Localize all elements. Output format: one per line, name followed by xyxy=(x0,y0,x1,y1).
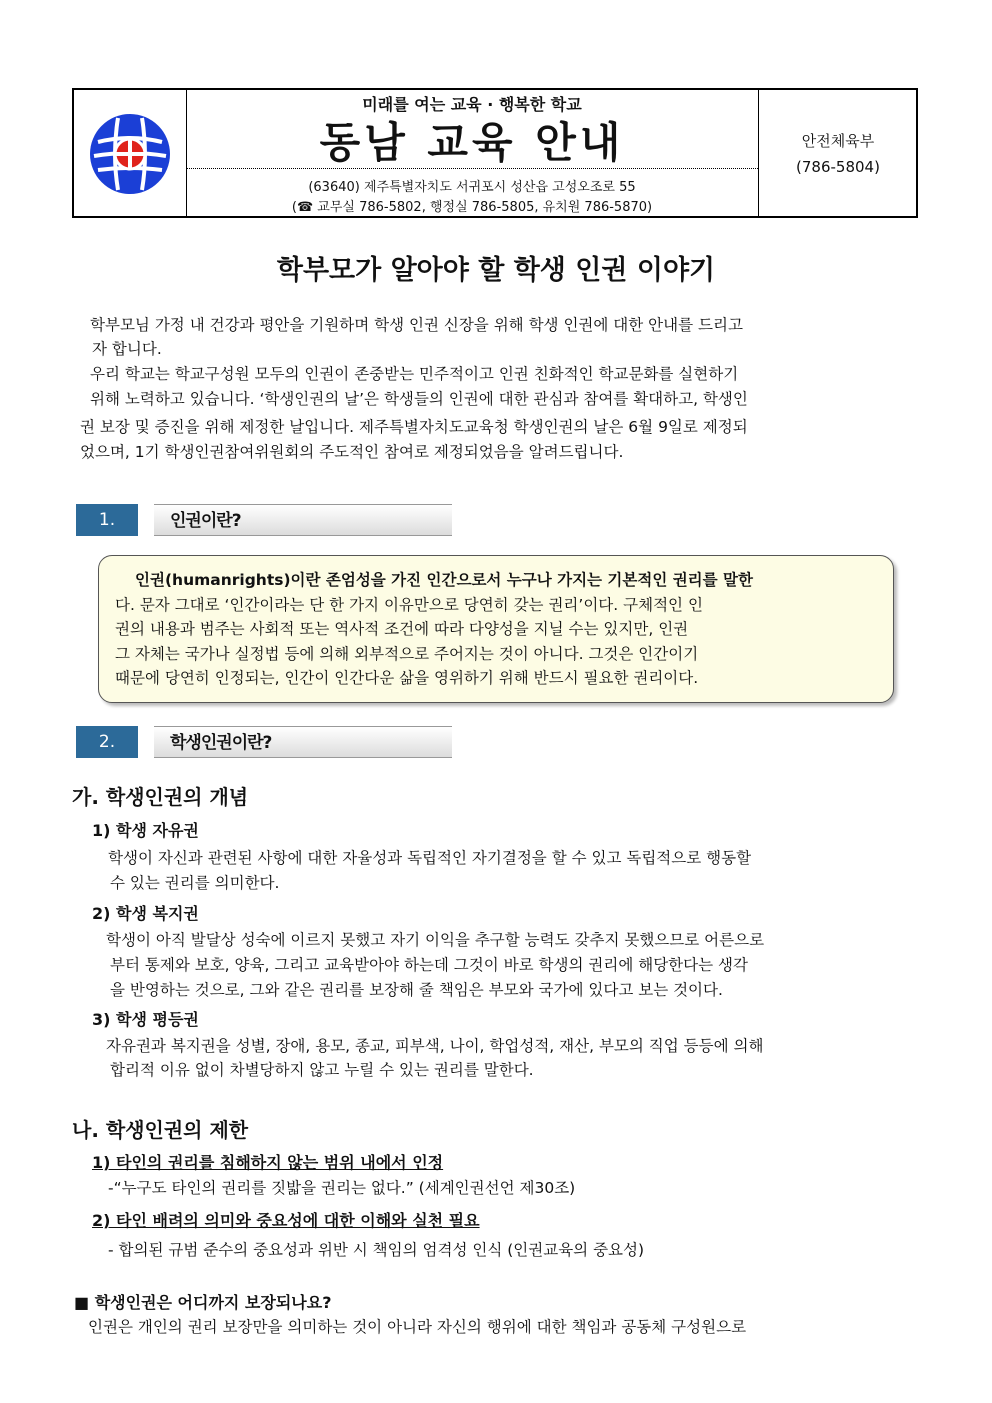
section-2-number: 2. xyxy=(76,726,138,758)
definition-line xyxy=(115,593,877,618)
school-address: (63640) 제주특별자치도 서귀포시 성산읍 고성오조로 55 xyxy=(308,180,636,195)
item-3-line-2: 합리적 이유 없이 차별당하지 않고 누릴 수 있는 권리를 말한다. xyxy=(110,1061,534,1079)
intro-line-3: 우리 학교는 학교구성원 모두의 인권이 존중받는 민주적이고 인권 친화적인 학교문화를 실현하기 xyxy=(90,365,739,383)
definition-line: 인권(humanrights)이란 존엄성을 가진 인간으로서 누구나 가지는 기본적인 권리를 말한 xyxy=(135,571,753,589)
item-2-line-1: 학생이 아직 발달상 성숙에 이르지 못했고 자기 이익을 추구할 능력도 갖추지 못했으므로 어른으로 xyxy=(106,931,765,949)
item-2-heading: 2) 학생 복지권 xyxy=(92,904,199,923)
definition-line: 때문에 당연히 인정되는, 인간이 인간다운 삶을 영위하기 위해 반드시 필요한 권리이다. xyxy=(115,669,699,687)
logo-cell xyxy=(74,90,187,216)
intro-line-1: 학부모님 가정 내 건강과 평안을 기원하며 학생 인권 신장을 위해 학생 인권에 대한 안내를 드리고 xyxy=(90,316,743,334)
intro-line-4: 위해 노력하고 있습니다. ‘학생인권의 날’은 학생들의 인권에 대한 관심과 참여를 확대하고, 학생인 xyxy=(90,390,748,408)
heading-ga: 가. 학생인권의 개념 xyxy=(72,785,249,809)
question-line: 인권은 개인의 권리 보장만을 의미하는 것이 아니라 자신의 행위에 대한 책임과 공동체 구성원으로 xyxy=(88,1318,747,1336)
limit-2-line: - 합의된 규범 준수의 중요성과 위반 시 책임의 엄격성 인식 (인권교육의 중요성) xyxy=(108,1241,645,1259)
header-box xyxy=(72,88,918,218)
document-title: 학부모가 알아야 할 학생 인권 이야기 xyxy=(276,255,716,286)
item-1-line-2: 수 있는 권리를 의미한다. xyxy=(110,874,280,892)
heading-na: 나. 학생인권의 제한 xyxy=(72,1118,249,1142)
section-1-label: 인권이란? xyxy=(154,504,452,536)
section-2-label: 학생인권이란? xyxy=(154,726,452,758)
header-divider xyxy=(186,168,758,169)
limit-2-heading: 2) 타인 배려의 의미와 중요성에 대한 이해와 실천 필요 xyxy=(92,1211,480,1230)
item-1-heading: 1) 학생 자유권 xyxy=(92,821,199,840)
school-phones: (☎ 교무실 786-5802, 행정실 786-5805, 유치원 786-5870) xyxy=(291,200,653,215)
item-2-line-3: 을 반영하는 것으로, 그와 같은 권리를 보장해 줄 책임은 부모와 국가에 있다고 보는 것이다. xyxy=(110,981,723,999)
department-name: 안전체육부 xyxy=(801,132,875,150)
department-cell xyxy=(758,90,917,216)
intro-line-6: 었으며, 1기 학생인권참여위원회의 주도적인 참여로 제정되었음을 알려드립니다. xyxy=(80,443,624,461)
school-logo-icon xyxy=(88,112,172,196)
item-3-heading: 3) 학생 평등권 xyxy=(92,1010,199,1029)
section-1-number: 1. xyxy=(76,504,138,536)
definition-text: 다. 문자 그대로 ‘인간이라는 단 한 가지 이유만으로 당연히 갖는 권리’이다. 구체적인 인 xyxy=(115,595,703,614)
header-center xyxy=(186,90,758,216)
limit-1-line: -“누구도 타인의 권리를 짓밟을 권리는 없다.” (세계인권선언 제30조) xyxy=(108,1179,576,1197)
item-1-line-1: 학생이 자신과 관련된 사항에 대한 자율성과 독립적인 자기결정을 할 수 있고 독립적으로 행동할 xyxy=(108,849,752,867)
item-2-line-2: 부터 통제와 보호, 양육, 그리고 교육받아야 하는데 그것이 바로 학생의 권리에 해당한다는 생각 xyxy=(110,956,748,974)
slogan: 미래를 여는 교육 · 행복한 학교 xyxy=(362,95,582,114)
definition-box xyxy=(98,555,894,703)
newsletter-title: 동남 교육 안내 xyxy=(319,118,625,167)
limit-1-heading: 1) 타인의 권리를 침해하지 않는 범위 내에서 인정 xyxy=(92,1153,444,1172)
department-phone: (786-5804) xyxy=(796,158,880,176)
definition-line: 권의 내용과 범주는 사회적 또는 역사적 조건에 따라 다양성을 지닐 수는 있지만, 인권 xyxy=(115,620,689,638)
item-3-line-1: 자유권과 복지권을 성별, 장애, 용모, 종교, 피부색, 나이, 학업성적, 재산, 부모의 직업 등등에 의해 xyxy=(106,1037,764,1055)
intro-line-2: 자 합니다. xyxy=(92,340,162,358)
intro-line-5: 권 보장 및 증진을 위해 제정한 날입니다. 제주특별자치도교육청 학생인권의 날은 6월 9일로 제정되 xyxy=(80,418,748,436)
question-heading: ■ 학생인권은 어디까지 보장되나요? xyxy=(74,1293,332,1312)
definition-line: 그 자체는 국가나 실정법 등에 의해 외부적으로 주어지는 것이 아니다. 그것은 인간이기 xyxy=(115,644,699,663)
